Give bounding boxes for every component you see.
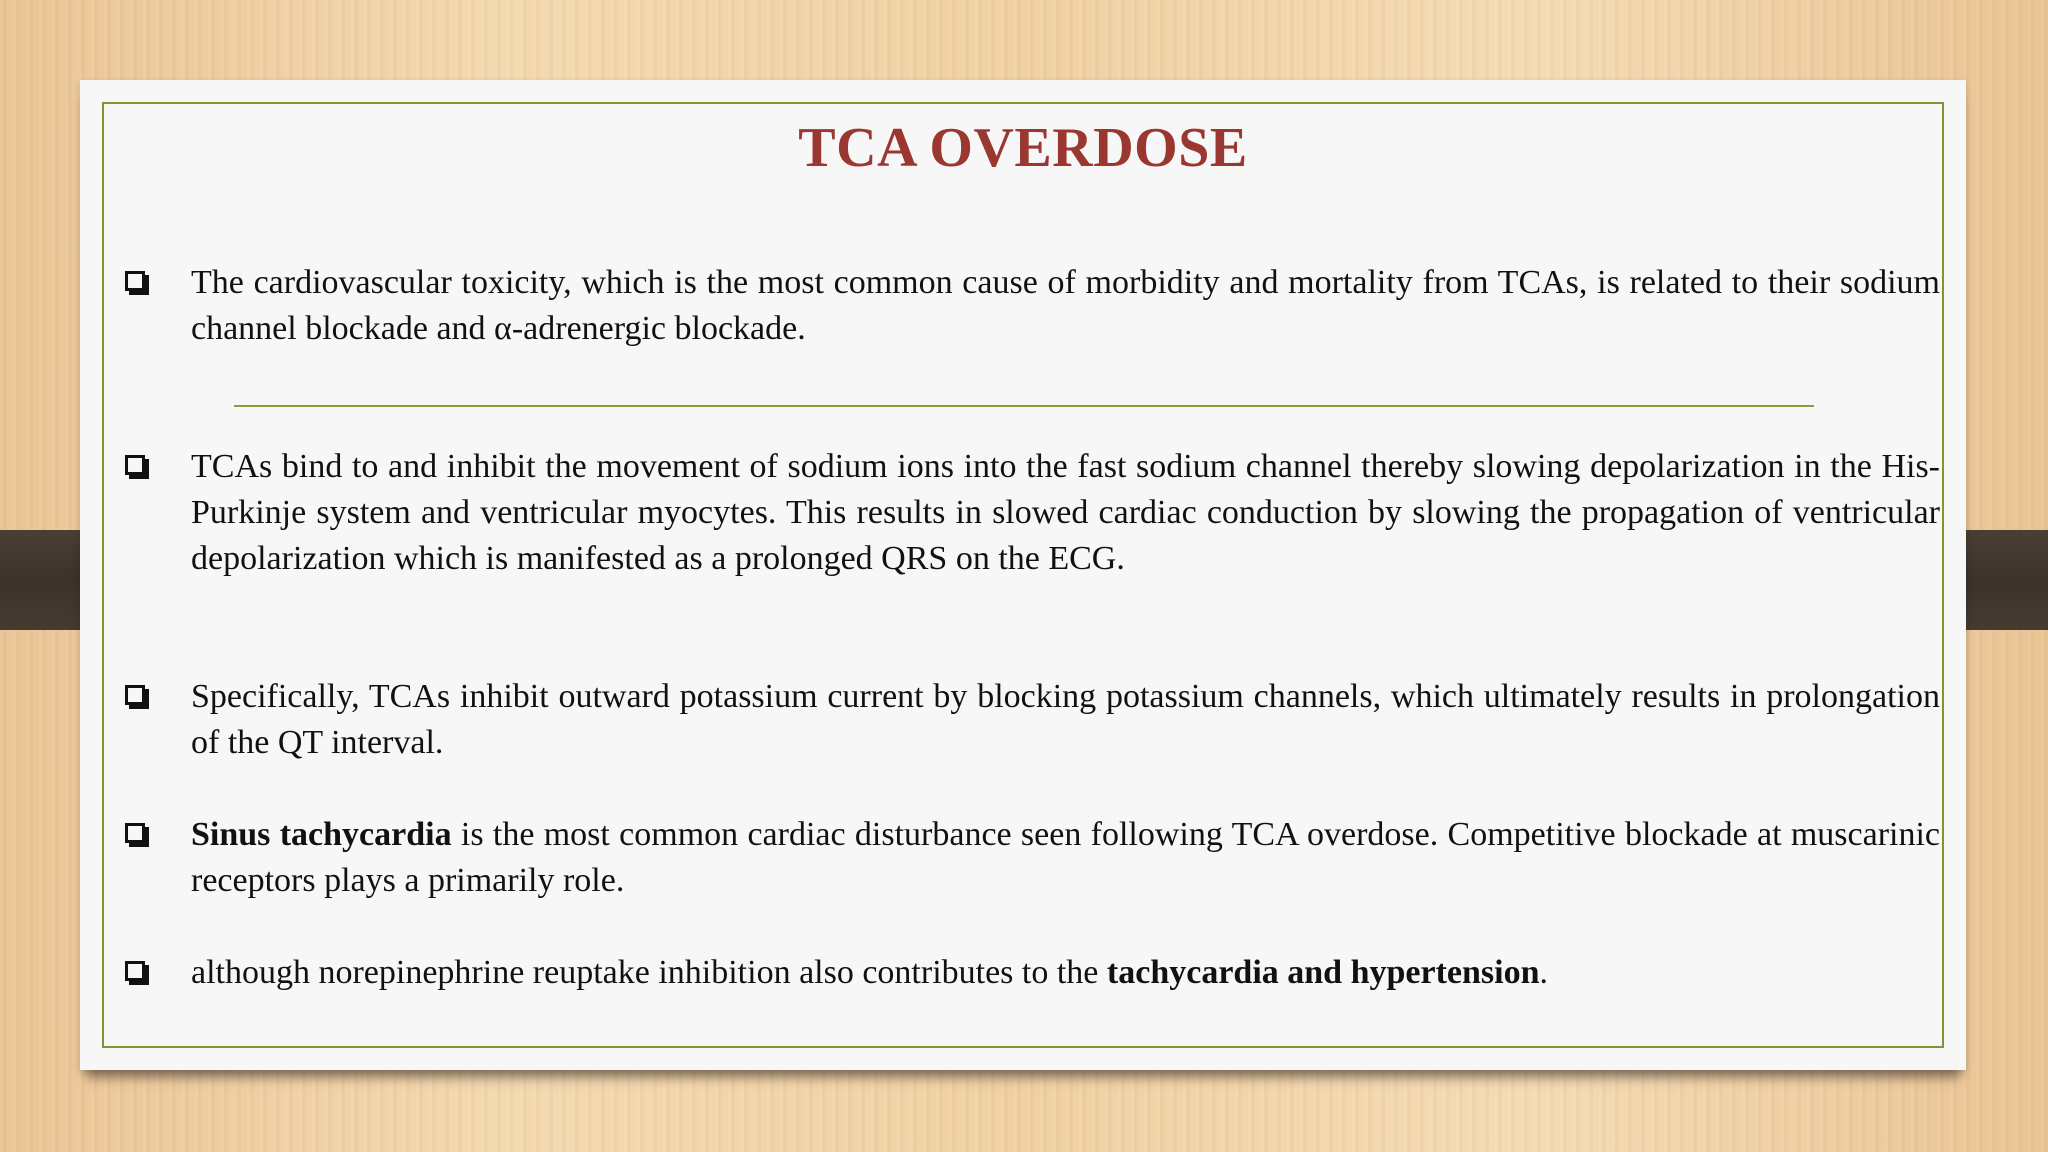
bullet-item-1 (124, 260, 1940, 352)
bullet-text: The cardiovascular toxicity, which is the most common cause of morbidity and mortality from TCAs, is related to their sodium channel blockade and α-adrenergic blockade. (191, 264, 1940, 347)
bullet-item-4 (124, 812, 1940, 904)
bullet-text: Specifically, TCAs inhibit outward potassium current by blocking potassium channels, which ultimately results in prolongation of the QT interval. (191, 678, 1940, 761)
bold-term: Sinus tachycardia (191, 816, 452, 853)
slide-title: TCA OVERDOSE (798, 117, 1248, 179)
bullet-item-5 (124, 950, 1940, 996)
bold-term: tachycardia and hypertension (1106, 954, 1540, 991)
checkbox-bullet-icon (125, 823, 145, 843)
checkbox-bullet-icon (125, 961, 145, 981)
divider-line (234, 405, 1814, 407)
checkbox-bullet-icon (125, 271, 145, 291)
bullet-item-3 (124, 674, 1940, 766)
checkbox-bullet-icon (125, 685, 145, 705)
bullet-text: TCAs bind to and inhibit the movement of sodium ions into the fast sodium channel thereby slowing depolarization in the His-Purkinje system and ventricular myocytes. This results in slowed cardiac conduction by slowing the propagation of ventricular depolarization which is manifested as a prolonged QRS on the ECG. (191, 448, 1940, 577)
bullet-item-2 (124, 444, 1940, 582)
checkbox-bullet-icon (125, 455, 145, 475)
bullet-text: Sinus tachycardia is the most common cardiac disturbance seen following TCA overdose. Competitive blockade at muscarinic receptors plays a primarily role. (191, 816, 1940, 899)
slide-card (80, 80, 1966, 1070)
bullet-text: although norepinephrine reuptake inhibition also contributes to the tachycardia and hypertension. (191, 954, 1548, 991)
